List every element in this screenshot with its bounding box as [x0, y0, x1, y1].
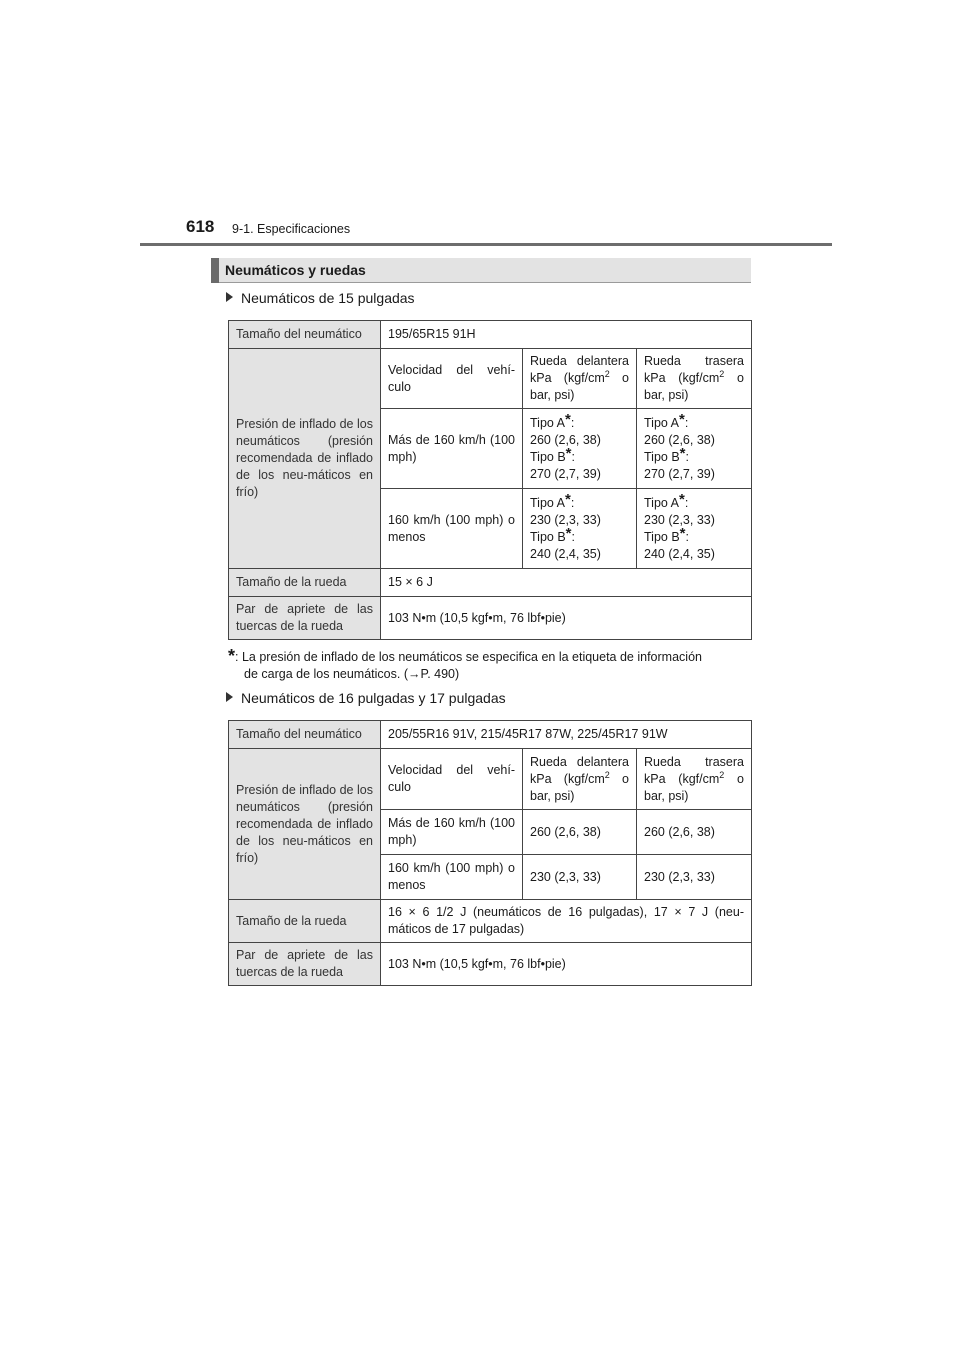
tire-size-value: 195/65R15 91H [381, 321, 752, 349]
triangle-bullet-icon [226, 292, 233, 302]
speed-header: Velocidad del vehí-culo [381, 349, 523, 409]
front-over-160: Tipo A*: 260 (2,6, 38) Tipo B*: 270 (2,7, 39) [523, 409, 637, 489]
rear-over-160: Tipo A*: 260 (2,6, 38) Tipo B*: 270 (2,7, 39) [637, 409, 752, 489]
footnote [228, 648, 750, 683]
footnote-star: * [228, 646, 236, 666]
chapter-title: 9-1. Especificaciones [232, 222, 351, 236]
spec-table-15-inch [228, 320, 752, 640]
tire-size-label: Tamaño del neumático [229, 321, 381, 349]
pressure-label: Presión de inflado de los neumáticos (presión recomendada de inflado de los neu-máticos en frío) [229, 349, 381, 569]
section-heading-text: Neumáticos y ruedas [225, 262, 366, 278]
bullet-15-inch [226, 290, 415, 306]
front-over-160: 260 (2,6, 38) [523, 810, 637, 855]
table-row [229, 900, 752, 943]
front-wheel-header: Rueda delantera kPa ($kgf/cm^2$ o bar, psi) [523, 349, 637, 409]
rear-over-160: 260 (2,6, 38) [637, 810, 752, 855]
header-rule [140, 243, 832, 246]
pressure-label: Presión de inflado de los neumáticos (presión recomendada de inflado de los neu-máticos en frío) [229, 749, 381, 900]
footnote-line-2: de carga de los neumáticos. (→P. 490) [244, 667, 460, 681]
table-row [229, 597, 752, 640]
tire-size-label: Tamaño del neumático [229, 721, 381, 749]
wheel-size-value: 15 × 6 J [381, 569, 752, 597]
rear-wheel-header: Rueda trasera kPa ($kgf/cm^2$ o bar, psi) [637, 349, 752, 409]
spec-table-16-17-inch [228, 720, 752, 986]
table-row [229, 569, 752, 597]
bullet-text: Neumáticos de 16 pulgadas y 17 pulgadas [241, 690, 506, 706]
rear-under-160: Tipo A*: 230 (2,3, 33) Tipo B*: 240 (2,4, 35) [637, 489, 752, 569]
rear-wheel-header: Rueda trasera kPa ($kgf/cm^2$ o bar, psi) [637, 749, 752, 810]
torque-label: Par de apriete de las tuercas de la rueda [229, 597, 381, 640]
wheel-size-label: Tamaño de la rueda [229, 900, 381, 943]
wheel-size-value: 16 × 6 1/2 J (neumáticos de 16 pulgadas), 17 × 7 J (neu-máticos de 17 pulgadas) [381, 900, 752, 943]
table-row [229, 321, 752, 349]
wheel-size-label: Tamaño de la rueda [229, 569, 381, 597]
speed-under-160: 160 km/h (100 mph) o menos [381, 489, 523, 569]
tire-size-value: 205/55R16 91V, 215/45R17 87W, 225/45R17 91W [381, 721, 752, 749]
front-under-160: 230 (2,3, 33) [523, 855, 637, 900]
front-wheel-header: Rueda delantera kPa ($kgf/cm^2$ o bar, psi) [523, 749, 637, 810]
torque-value: 103 N•m (10,5 kgf•m, 76 lbf•pie) [381, 943, 752, 986]
table-row [229, 349, 752, 409]
torque-value: 103 N•m (10,5 kgf•m, 76 lbf•pie) [381, 597, 752, 640]
section-heading [211, 258, 751, 283]
speed-under-160: 160 km/h (100 mph) o menos [381, 855, 523, 900]
bullet-text: Neumáticos de 15 pulgadas [241, 290, 415, 306]
table-row [229, 943, 752, 986]
bullet-16-17-inch [226, 690, 506, 706]
speed-over-160: Más de 160 km/h (100 mph) [381, 409, 523, 489]
front-under-160: Tipo A*: 230 (2,3, 33) Tipo B*: 240 (2,4, 35) [523, 489, 637, 569]
torque-label: Par de apriete de las tuercas de la rueda [229, 943, 381, 986]
triangle-bullet-icon [226, 692, 233, 702]
table-row [229, 749, 752, 810]
section-heading-bar [211, 258, 219, 283]
speed-over-160: Más de 160 km/h (100 mph) [381, 810, 523, 855]
page-number: 618 [186, 217, 215, 236]
rear-under-160: 230 (2,3, 33) [637, 855, 752, 900]
footnote-line-1: : La presión de inflado de los neumáticos se especifica en la etiqueta de información [235, 650, 702, 664]
speed-header: Velocidad del vehí-culo [381, 749, 523, 810]
table-row [229, 721, 752, 749]
